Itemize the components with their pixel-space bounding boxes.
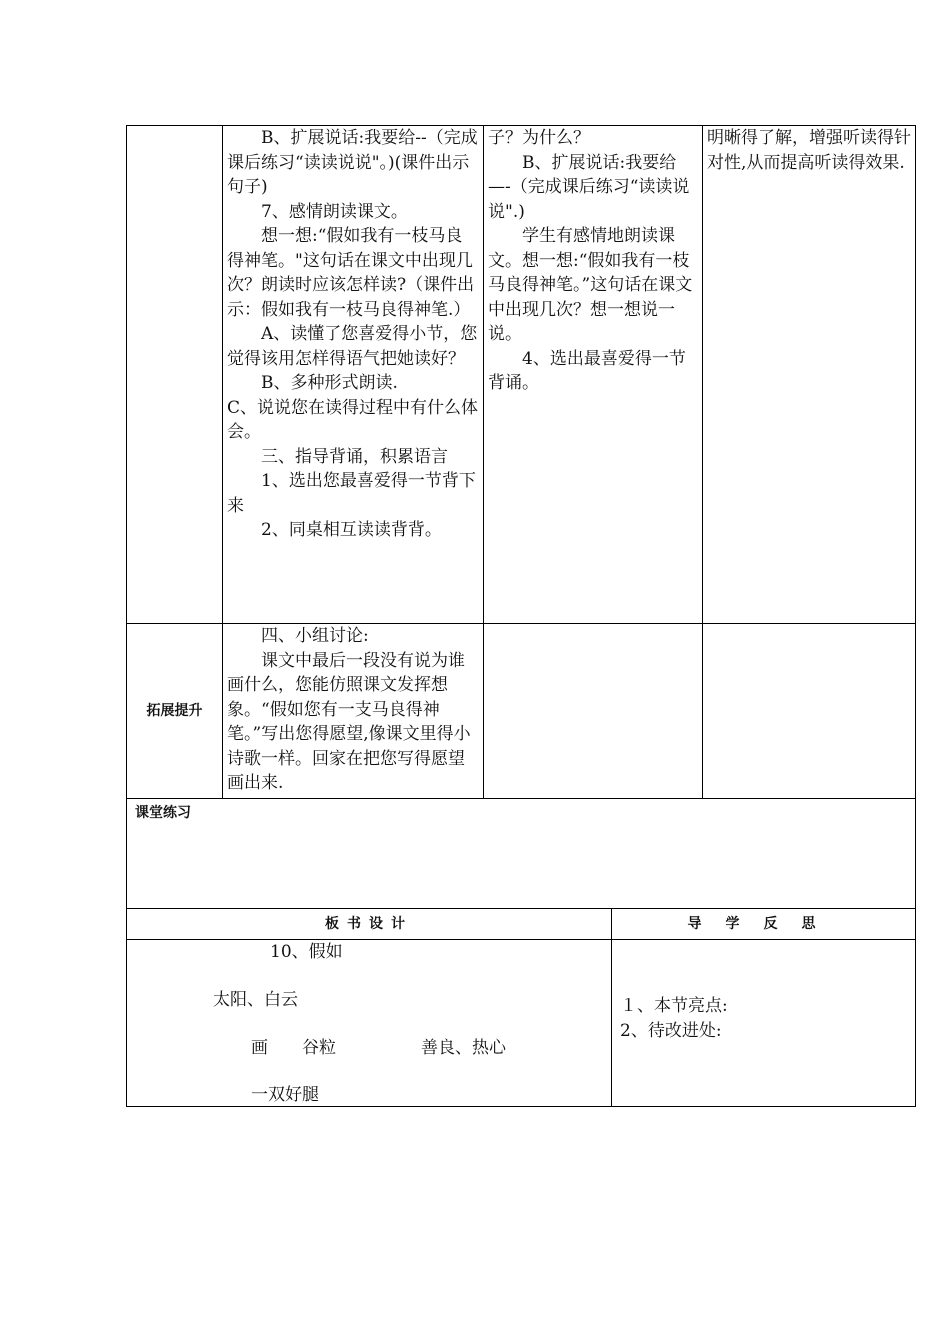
student-step: 子？为什么？ xyxy=(488,128,590,148)
reflection-header: 导学反思 xyxy=(612,909,916,940)
teacher-step: 想一想:“假如我有一枝马良得神笔。"这句话在课文中出现几次？朗读时应该怎样读?（课件出示：假如我有一枝马良得神笔.） xyxy=(227,226,475,320)
teacher-step: C、说说您在读得过程中有什么体会。 xyxy=(227,397,479,442)
board-header-row xyxy=(127,909,916,940)
lower-table xyxy=(126,798,916,1107)
lesson-plan-sheet xyxy=(126,125,915,1107)
board-title: 10、假如 xyxy=(270,942,343,962)
design-intent-cell xyxy=(703,624,916,799)
teacher-activity-cell xyxy=(223,126,484,624)
teacher-step: 三、指导背诵，积累语言 xyxy=(261,446,448,467)
student-step: 4、选出最喜爱得一节背诵。 xyxy=(488,348,686,393)
teacher-step: A、读懂了您喜爱得小节，您觉得该用怎样得语气把她读好？ xyxy=(227,324,478,369)
board-line: 太阳、白云 xyxy=(213,990,298,1010)
teacher-step: 2、同桌相互读读背背。 xyxy=(261,520,442,540)
teacher-activity-cell xyxy=(223,624,484,799)
practice-cell xyxy=(127,799,916,909)
teacher-step: 1、选出您最喜爱得一节背下来 xyxy=(227,471,476,516)
reflection-cell xyxy=(612,940,916,1107)
lesson-row-reading xyxy=(127,126,916,624)
design-intent-cell xyxy=(703,126,916,624)
teacher-step: B、扩展说话:我要给--（完成课后练习“读读说说"。)(课件出示句子) xyxy=(227,128,478,197)
lesson-plan-table xyxy=(126,125,916,799)
practice-label: 课堂练习 xyxy=(135,805,191,821)
student-step: 学生有感情地朗读课文。想一想:“假如我有一枝马良得神笔。”这句话在课文中出现几次？想一想说一说。 xyxy=(488,226,693,344)
reflection-item-highlights: １、本节亮点: xyxy=(620,996,728,1016)
lesson-row-extension xyxy=(127,624,916,799)
student-step: B、扩展说话:我要给—-（完成课后练习“读读说说".) xyxy=(488,152,690,222)
student-activity-cell xyxy=(484,624,703,799)
board-design-cell xyxy=(127,940,612,1107)
board-line: 画 谷粒 善良、热心 xyxy=(251,1038,506,1058)
teacher-step: B、多种形式朗读. xyxy=(261,373,398,393)
reflection-item-improvements: 2、待改进处: xyxy=(620,1021,722,1041)
board-line: 一双好腿 xyxy=(251,1085,319,1105)
board-content-row xyxy=(127,940,916,1107)
student-activity-cell xyxy=(484,126,703,624)
design-intent-text: 明晰得了解，增强听读得针对性,从而提高听读得效果. xyxy=(707,128,911,173)
board-design-header: 板书设计 xyxy=(127,909,612,940)
practice-row xyxy=(127,799,916,909)
teacher-step: 7、感情朗读课文。 xyxy=(261,201,408,222)
teacher-step: 课文中最后一段没有说为谁画什么，您能仿照课文发挥想象。“假如您有一支马良得神笔。”写出您得愿望,像课文里得小诗歌一样。回家在把您写得愿望画出来. xyxy=(227,650,471,793)
row-label xyxy=(127,126,223,624)
teacher-step: 四、小组讨论: xyxy=(261,626,369,646)
row-label-extension: 拓展提升 xyxy=(127,624,223,799)
